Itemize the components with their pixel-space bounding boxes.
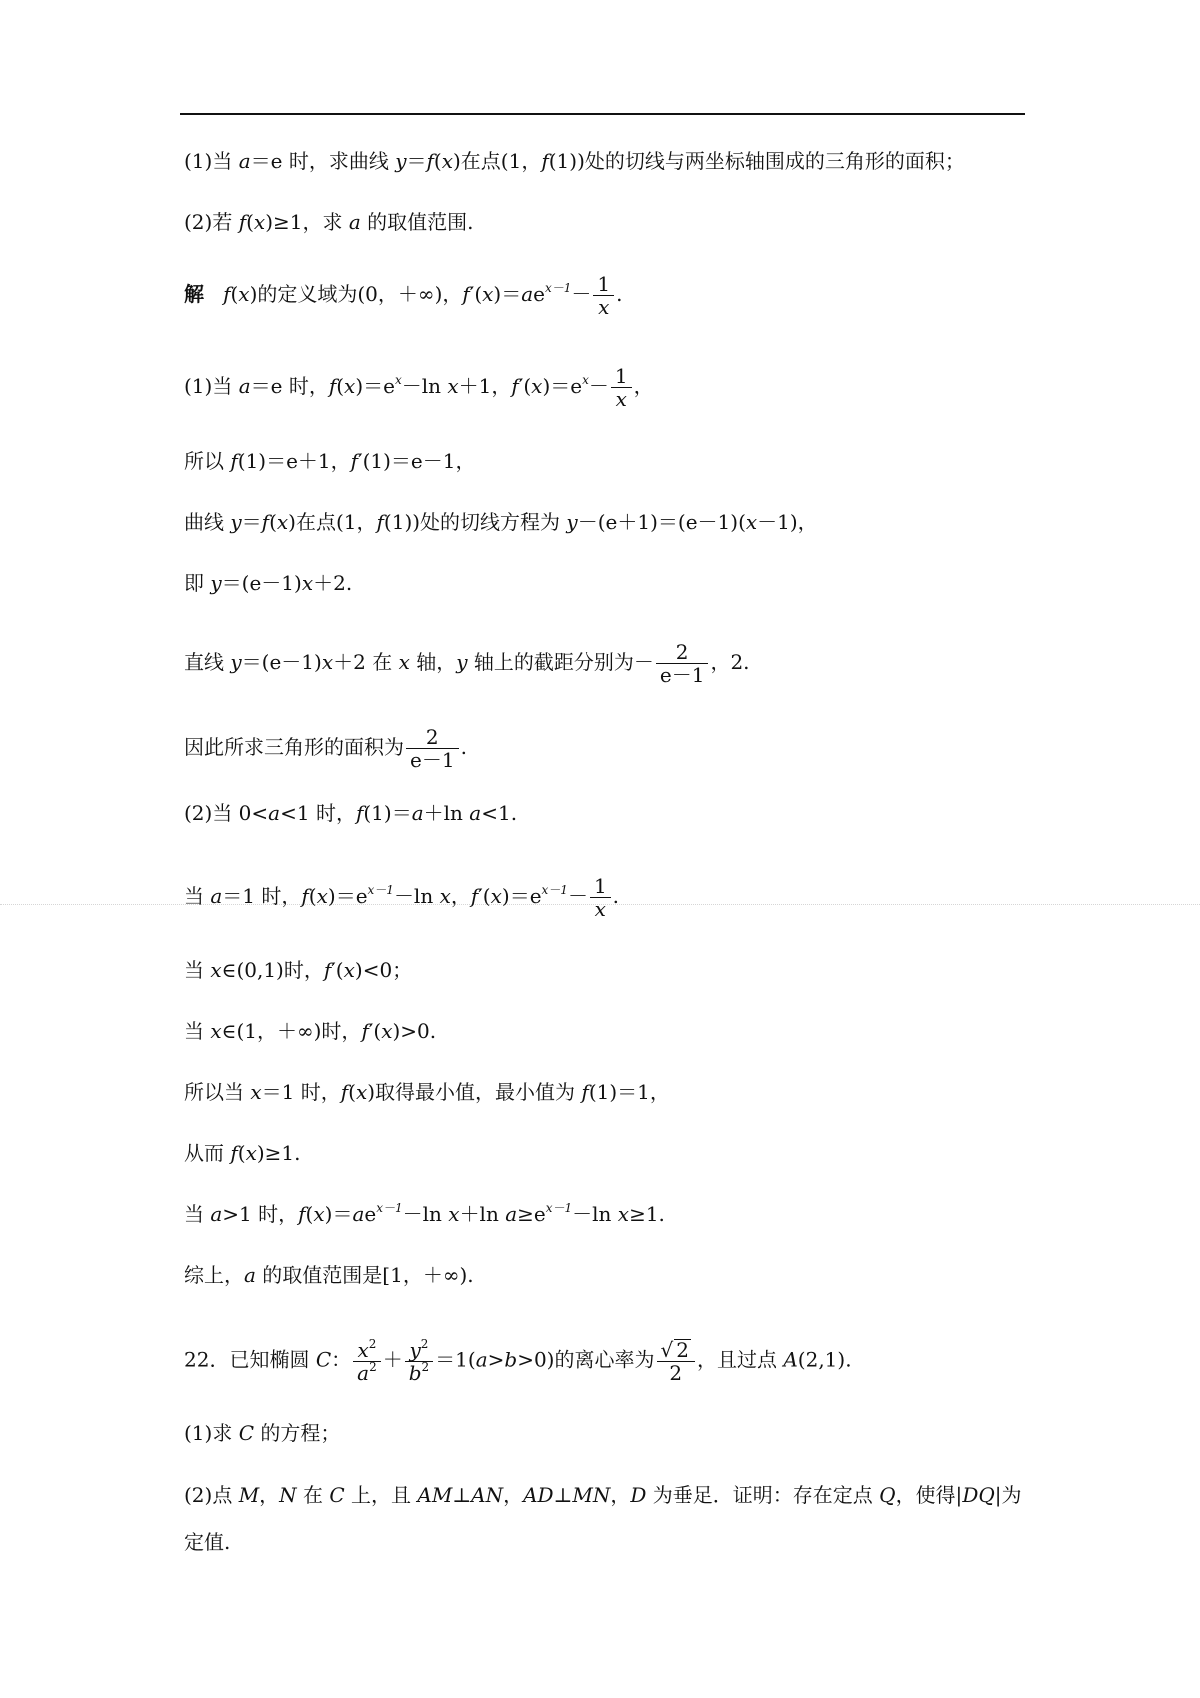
t: <1 时， xyxy=(280,801,356,825)
t: ( xyxy=(433,149,442,173)
t: Q xyxy=(879,1483,896,1507)
t: MN xyxy=(572,1483,611,1507)
t: 定值. xyxy=(184,1530,231,1554)
fraction xyxy=(353,1336,381,1385)
t: ∈(0,1)时， xyxy=(221,958,324,982)
t: ′(1)＝e－1， xyxy=(358,449,476,473)
t: x xyxy=(531,374,543,398)
t: y xyxy=(566,510,578,534)
t: b xyxy=(408,1360,422,1385)
t: ， xyxy=(633,374,654,398)
t: f xyxy=(328,374,337,398)
fraction xyxy=(590,875,611,920)
denominator: e－1 xyxy=(410,748,455,772)
t: x xyxy=(343,958,355,982)
t: f xyxy=(340,1080,349,1104)
t: x xyxy=(238,282,250,306)
t: )＝ xyxy=(493,282,522,306)
t: 当 xyxy=(184,958,211,982)
t: >0)的离心率为 xyxy=(517,1347,655,1372)
fraction xyxy=(406,726,459,771)
fraction xyxy=(405,1336,433,1385)
t: a xyxy=(244,1263,256,1287)
t: ＝1 时， xyxy=(222,884,302,908)
t: a xyxy=(238,149,251,173)
t: f xyxy=(301,884,309,908)
t: f xyxy=(541,149,549,173)
t: 当 xyxy=(184,884,211,908)
t: a xyxy=(521,282,534,306)
t: ， xyxy=(259,1483,280,1507)
t: 即 xyxy=(184,571,211,595)
t: (2)当 0< xyxy=(184,801,269,825)
t: a xyxy=(352,1202,365,1226)
t: 2 xyxy=(421,1359,430,1374)
t: x xyxy=(482,282,494,306)
t: 从而 xyxy=(184,1141,231,1165)
t: －ln xyxy=(572,1202,618,1226)
t: (1)＝1， xyxy=(588,1080,670,1104)
t: (1))处的切线方程为 xyxy=(383,510,567,534)
t: ， xyxy=(610,1483,631,1507)
t: x xyxy=(745,510,758,534)
t: )＝ xyxy=(324,1202,353,1226)
t: －ln xyxy=(401,374,448,398)
t: )≥1，求 xyxy=(265,210,349,234)
t: x xyxy=(355,1080,368,1104)
problem22-statement xyxy=(184,1338,852,1384)
t: ( xyxy=(230,282,239,306)
t: e xyxy=(533,282,545,306)
t: 在 xyxy=(296,1483,330,1507)
t: 曲线 xyxy=(184,510,231,534)
t: x xyxy=(394,373,402,387)
t: y xyxy=(230,650,242,674)
t: x xyxy=(253,210,266,234)
t: f xyxy=(223,282,231,306)
t: )取得最小值，最小值为 xyxy=(367,1080,582,1104)
t: x xyxy=(276,510,289,534)
t: x xyxy=(490,884,502,908)
t: a xyxy=(238,374,251,398)
t: ′( xyxy=(478,884,491,908)
t: x xyxy=(398,650,410,674)
solution-x-1-inf xyxy=(184,1018,436,1044)
t: ⊥ xyxy=(553,1483,573,1507)
t: 轴上的截距分别为－ xyxy=(467,650,654,674)
solution-minimum-line xyxy=(184,1079,670,1105)
problem22-part2-line1 xyxy=(184,1482,1022,1508)
t: a xyxy=(268,801,281,825)
t: x－1 xyxy=(367,883,394,897)
t: 的方程； xyxy=(254,1421,341,1445)
solution-area-line xyxy=(184,726,467,771)
t: ＝ xyxy=(241,510,262,534)
t: ＝(e－1) xyxy=(241,650,322,674)
t: C xyxy=(329,1483,345,1507)
t: ： xyxy=(331,1347,352,1372)
t: y xyxy=(230,510,242,534)
t: a xyxy=(357,1360,370,1385)
t: x xyxy=(210,958,222,982)
t: ，且过点 xyxy=(696,1347,784,1372)
t: x xyxy=(441,149,453,173)
t: x xyxy=(448,1202,460,1226)
t: x xyxy=(357,1337,369,1362)
t: (2)若 xyxy=(184,210,239,234)
t: x xyxy=(245,1141,257,1165)
t: C xyxy=(238,1421,254,1445)
t: ＋ xyxy=(382,1347,403,1372)
t: a xyxy=(505,1202,518,1226)
t: f xyxy=(470,884,479,908)
t: x xyxy=(447,374,459,398)
denominator: 2 xyxy=(669,1361,683,1385)
t: >1 时， xyxy=(222,1202,299,1226)
t: (1)＝ xyxy=(363,801,412,825)
t: ′( xyxy=(469,282,483,306)
t: |为 xyxy=(994,1483,1022,1507)
t: f xyxy=(426,149,434,173)
t: M xyxy=(238,1483,260,1507)
t: a xyxy=(348,210,361,234)
t: ， xyxy=(450,884,471,908)
t: 2 xyxy=(369,1359,377,1374)
sqrt-numerator: √ 2 xyxy=(657,1338,695,1362)
solution-tangent-line xyxy=(184,509,818,535)
t: ＝e 时， xyxy=(250,374,329,398)
t: 2 xyxy=(420,1336,429,1351)
t: f xyxy=(376,510,384,534)
t: ≥e xyxy=(517,1202,546,1226)
t: f xyxy=(350,449,359,473)
t: x xyxy=(439,884,451,908)
header-rule xyxy=(180,113,1025,115)
t: ′( xyxy=(518,374,532,398)
p21-part2-question xyxy=(184,209,474,235)
solution-a-gt-1 xyxy=(184,1201,665,1227)
solution-f1-line xyxy=(184,448,476,474)
t: x xyxy=(344,374,356,398)
t: ＋ln xyxy=(459,1202,506,1226)
solution-ji-line xyxy=(184,570,352,596)
denominator: x xyxy=(598,295,610,319)
t: ≥1. xyxy=(629,1202,665,1226)
t: x－1 xyxy=(376,1201,403,1215)
t: AM xyxy=(417,1483,453,1507)
t: 综上， xyxy=(184,1263,244,1287)
t: b xyxy=(504,1347,518,1372)
solution-part2-case1 xyxy=(184,800,517,826)
t: 2 xyxy=(368,1336,377,1351)
t: AN xyxy=(471,1483,504,1507)
t: f xyxy=(511,374,519,398)
t: － xyxy=(571,282,592,306)
t: f xyxy=(261,510,270,534)
t: )的定义域为(0，＋∞)， xyxy=(249,282,463,306)
t: y xyxy=(210,571,222,595)
t: a xyxy=(469,801,482,825)
solution-part1-line xyxy=(184,365,654,410)
numerator: 1 xyxy=(593,273,614,296)
solution-x-0-1 xyxy=(184,957,412,983)
t: ∈(1，＋∞)时， xyxy=(221,1019,362,1043)
t: N xyxy=(279,1483,297,1507)
t: (1)＝e＋1， xyxy=(237,449,351,473)
t: －ln xyxy=(402,1202,449,1226)
t: (1)当 xyxy=(184,149,239,173)
t: x xyxy=(582,373,589,387)
t: ＋2 在 xyxy=(333,650,399,674)
t: ( xyxy=(308,884,317,908)
t: 上，且 xyxy=(344,1483,418,1507)
t: x xyxy=(316,884,328,908)
t: ( xyxy=(348,1080,356,1104)
t: f xyxy=(581,1080,589,1104)
t: y xyxy=(409,1337,421,1362)
t: ＝e 时，求曲线 xyxy=(250,149,396,173)
t: )≥1. xyxy=(256,1141,301,1165)
t: x－1 xyxy=(541,883,568,897)
t: ( xyxy=(269,510,277,534)
t: > xyxy=(487,1347,505,1372)
t: 为垂足．证明：存在定点 xyxy=(646,1483,880,1507)
t: )>0. xyxy=(392,1019,437,1043)
t: )在点(1， xyxy=(288,510,377,534)
t: f xyxy=(298,1202,306,1226)
t: 22．已知椭圆 xyxy=(184,1347,316,1372)
t: 直线 xyxy=(184,650,231,674)
numerator: 1 xyxy=(590,875,611,898)
t: f xyxy=(230,1141,238,1165)
t: － xyxy=(567,884,588,908)
t: A xyxy=(783,1347,798,1372)
t: . xyxy=(612,884,620,908)
solution-intercept-line xyxy=(184,641,750,686)
fraction xyxy=(611,365,632,410)
numerator: 2 xyxy=(656,641,709,664)
numerator: 2 xyxy=(406,726,459,749)
fraction xyxy=(656,641,709,686)
t: 因此所求三角形的面积为 xyxy=(184,735,404,759)
t: ＝(e－1) xyxy=(221,571,302,595)
t: AD xyxy=(523,1483,554,1507)
solution-domain-line xyxy=(184,273,623,318)
p21-part1-question xyxy=(184,148,965,174)
t: ＋2. xyxy=(313,571,353,595)
t: )＝e xyxy=(501,884,542,908)
t: (2)点 xyxy=(184,1483,239,1507)
t: x xyxy=(617,1202,630,1226)
t: ＋ln xyxy=(423,801,470,825)
fraction xyxy=(593,273,614,318)
t: a xyxy=(210,1202,223,1226)
t: x－1 xyxy=(545,281,572,295)
t: ＝1 时， xyxy=(261,1080,341,1104)
t: ＋1， xyxy=(458,374,512,398)
t: a xyxy=(475,1347,488,1372)
t: D xyxy=(630,1483,647,1507)
denominator: x xyxy=(615,387,627,411)
fraction xyxy=(657,1338,695,1384)
t: ( xyxy=(237,1141,246,1165)
t: e xyxy=(364,1202,377,1226)
t: x xyxy=(210,1019,222,1043)
t: 当 xyxy=(184,1202,211,1226)
t: 2 xyxy=(676,1338,689,1362)
t: －(e＋1)＝(e－1)( xyxy=(577,510,746,534)
numerator: 1 xyxy=(611,365,632,388)
t: － xyxy=(588,374,609,398)
solution-conclusion xyxy=(184,1262,474,1288)
t: (1))处的切线与两坐标轴围成的三角形的面积； xyxy=(548,149,965,173)
t: ′( xyxy=(331,958,344,982)
problem22-part2-line2 xyxy=(184,1529,230,1555)
t: ＝ xyxy=(406,149,427,173)
solution-hence-line xyxy=(184,1140,301,1166)
t: ( xyxy=(305,1202,314,1226)
t: . xyxy=(460,735,467,759)
t: )＝e xyxy=(355,374,395,398)
t: DQ xyxy=(962,1483,995,1507)
t: (1)求 xyxy=(184,1421,239,1445)
denominator: x xyxy=(594,897,606,921)
t: ， xyxy=(503,1483,524,1507)
t: －1)， xyxy=(757,510,818,534)
t: y xyxy=(395,149,407,173)
t: ，使得| xyxy=(895,1483,963,1507)
t: x xyxy=(313,1202,325,1226)
t: 所以 xyxy=(184,449,231,473)
t: x xyxy=(381,1019,393,1043)
t: C xyxy=(315,1347,332,1372)
solution-a-equals-1 xyxy=(184,875,619,920)
solution-label: 解 xyxy=(184,282,204,306)
denominator: e－1 xyxy=(659,663,705,687)
t: f xyxy=(462,282,470,306)
t: f xyxy=(238,210,247,234)
t: 的取值范围是[1，＋∞). xyxy=(255,1263,474,1287)
t: 所以当 xyxy=(184,1080,251,1104)
t: ( xyxy=(336,374,345,398)
t: ( xyxy=(246,210,254,234)
t: 当 xyxy=(184,1019,211,1043)
t: (2,1). xyxy=(797,1347,852,1372)
t: 轴， xyxy=(409,650,457,674)
problem22-part1 xyxy=(184,1420,340,1446)
t: 的取值范围. xyxy=(360,210,474,234)
t: )<0； xyxy=(354,958,413,982)
t: <1. xyxy=(481,801,518,825)
t: )＝e xyxy=(327,884,368,908)
t: x xyxy=(301,571,314,595)
t: )＝e xyxy=(542,374,583,398)
t: . xyxy=(616,282,623,306)
t: y xyxy=(456,650,468,674)
t: x－1 xyxy=(545,1201,573,1215)
t: －ln xyxy=(393,884,440,908)
t: a xyxy=(411,801,424,825)
t: f xyxy=(323,958,332,982)
t: ⊥ xyxy=(452,1483,472,1507)
t: f xyxy=(361,1019,369,1043)
t: f xyxy=(355,801,364,825)
t: ＝1( xyxy=(435,1347,476,1372)
t: )在点(1， xyxy=(453,149,542,173)
t: x xyxy=(250,1080,262,1104)
t: ′( xyxy=(368,1019,382,1043)
t: (1)当 xyxy=(184,374,239,398)
t: a xyxy=(210,884,223,908)
t: f xyxy=(230,449,238,473)
t: x xyxy=(321,650,334,674)
t: ，2. xyxy=(710,650,750,674)
